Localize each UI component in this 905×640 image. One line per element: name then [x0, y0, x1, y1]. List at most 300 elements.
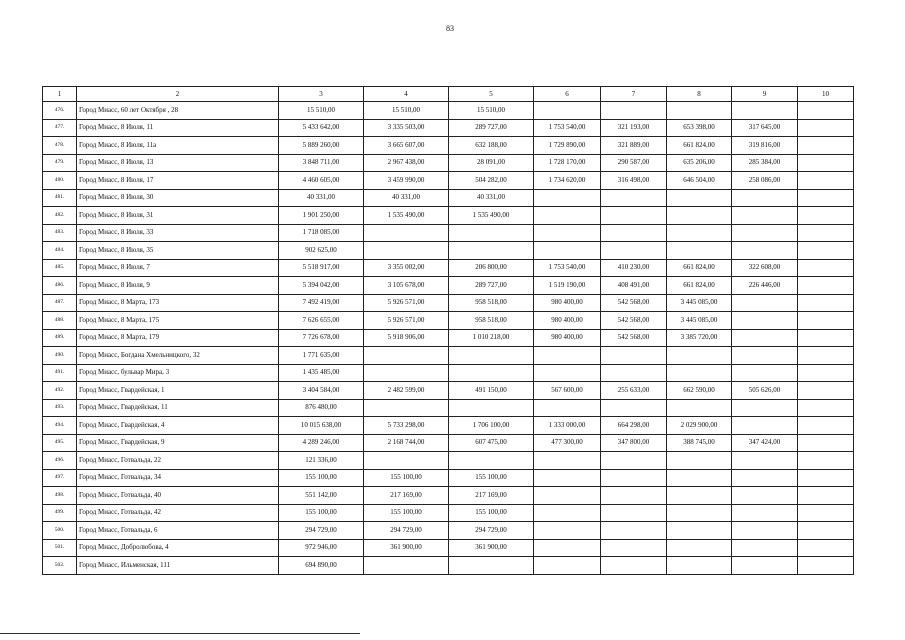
value-cell: 635 206,00 — [667, 154, 732, 172]
value-cell — [732, 364, 798, 382]
value-cell: 3 848 711,00 — [279, 154, 364, 172]
table-row — [43, 469, 854, 487]
value-cell — [601, 102, 667, 120]
value-cell: 5 394 042,00 — [279, 277, 364, 295]
value-cell: 255 633,00 — [601, 382, 667, 400]
column-header: 4 — [364, 87, 449, 102]
value-cell: 155 100,00 — [449, 469, 534, 487]
value-cell — [534, 469, 601, 487]
value-cell: 7 492 419,00 — [279, 294, 364, 312]
value-cell — [732, 539, 798, 557]
value-cell: 7 626 655,00 — [279, 312, 364, 330]
value-cell: 3 335 503,00 — [364, 119, 449, 137]
value-cell: 40 331,00 — [279, 189, 364, 207]
value-cell — [798, 224, 854, 242]
table-row — [43, 172, 854, 190]
value-cell — [601, 487, 667, 505]
value-cell: 1 753 540,00 — [534, 259, 601, 277]
address-cell: Город Миасс, бульвар Мира, 3 — [77, 364, 279, 382]
row-number-cell: 479. — [43, 154, 77, 172]
table-row — [43, 417, 854, 435]
value-cell: 347 800,00 — [601, 434, 667, 452]
value-cell — [798, 539, 854, 557]
value-cell — [667, 557, 732, 575]
value-cell — [601, 504, 667, 522]
row-number-cell: 482. — [43, 207, 77, 225]
value-cell — [798, 399, 854, 417]
value-cell — [364, 364, 449, 382]
column-header: 2 — [77, 87, 279, 102]
value-cell: 316 498,00 — [601, 172, 667, 190]
value-cell: 226 446,00 — [732, 277, 798, 295]
value-cell: 5 889 260,00 — [279, 137, 364, 155]
value-cell: 217 169,00 — [449, 487, 534, 505]
address-cell: Город Миасс, 8 Июля, 13 — [77, 154, 279, 172]
value-cell: 2 482 599,00 — [364, 382, 449, 400]
value-cell — [798, 189, 854, 207]
value-cell — [534, 347, 601, 365]
column-header: 7 — [601, 87, 667, 102]
address-cell: Город Миасс, 8 Июля, 11а — [77, 137, 279, 155]
value-cell: 1 734 620,00 — [534, 172, 601, 190]
value-cell — [798, 382, 854, 400]
address-cell: Город Миасс, 8 Июля, 33 — [77, 224, 279, 242]
row-number-cell: 490. — [43, 347, 77, 365]
table-row — [43, 487, 854, 505]
row-number-cell: 494. — [43, 417, 77, 435]
value-cell: 1 771 635,00 — [279, 347, 364, 365]
value-cell: 607 475,00 — [449, 434, 534, 452]
row-number-cell: 500. — [43, 522, 77, 540]
value-cell — [667, 469, 732, 487]
value-cell: 15 510,00 — [364, 102, 449, 120]
value-cell: 3 665 607,00 — [364, 137, 449, 155]
value-cell: 664 298,00 — [601, 417, 667, 435]
value-cell: 28 091,00 — [449, 154, 534, 172]
row-number-cell: 492. — [43, 382, 77, 400]
table-row — [43, 277, 854, 295]
value-cell — [732, 294, 798, 312]
address-cell: Город Миасс, Готвальда, 40 — [77, 487, 279, 505]
value-cell — [798, 294, 854, 312]
value-cell: 980 400,00 — [534, 294, 601, 312]
value-cell: 4 460 605,00 — [279, 172, 364, 190]
value-cell: 980 400,00 — [534, 329, 601, 347]
address-cell: Город Миасс, Готвальда, 34 — [77, 469, 279, 487]
row-number-cell: 495. — [43, 434, 77, 452]
value-cell: 5 926 571,00 — [364, 294, 449, 312]
value-cell: 876 480,00 — [279, 399, 364, 417]
address-cell: Город Миасс, Богдана Хмельницкого, 32 — [77, 347, 279, 365]
address-cell: Город Миасс, 8 Июля, 17 — [77, 172, 279, 190]
address-cell: Город Миасс, 60 лет Октября , 28 — [77, 102, 279, 120]
value-cell: 15 510,00 — [279, 102, 364, 120]
value-cell: 289 727,00 — [449, 277, 534, 295]
value-cell — [732, 242, 798, 260]
value-cell — [667, 399, 732, 417]
value-cell: 121 336,00 — [279, 452, 364, 470]
value-cell — [732, 452, 798, 470]
column-header: 8 — [667, 87, 732, 102]
value-cell: 155 100,00 — [279, 504, 364, 522]
value-cell — [449, 224, 534, 242]
address-cell: Город Миасс, Гвардейская, 11 — [77, 399, 279, 417]
table-row — [43, 522, 854, 540]
page-number: 83 — [446, 24, 454, 33]
value-cell: 491 150,00 — [449, 382, 534, 400]
row-number-cell: 489. — [43, 329, 77, 347]
table-row — [43, 504, 854, 522]
value-cell: 632 188,00 — [449, 137, 534, 155]
value-cell: 1 706 100,00 — [449, 417, 534, 435]
value-cell — [667, 522, 732, 540]
value-cell: 3 404 584,00 — [279, 382, 364, 400]
value-cell: 653 398,00 — [667, 119, 732, 137]
value-cell — [732, 207, 798, 225]
row-number-cell: 487. — [43, 294, 77, 312]
value-cell: 662 590,00 — [667, 382, 732, 400]
row-number-cell: 484. — [43, 242, 77, 260]
value-cell: 1 901 250,00 — [279, 207, 364, 225]
table-row — [43, 329, 854, 347]
value-cell: 294 729,00 — [279, 522, 364, 540]
table-row — [43, 452, 854, 470]
value-cell: 3 385 720,00 — [667, 329, 732, 347]
column-header: 9 — [732, 87, 798, 102]
value-cell — [798, 504, 854, 522]
column-header: 3 — [279, 87, 364, 102]
row-number-cell: 496. — [43, 452, 77, 470]
value-cell: 2 029 900,00 — [667, 417, 732, 435]
address-cell: Город Миасс, 8 Июля, 9 — [77, 277, 279, 295]
value-cell — [667, 452, 732, 470]
value-cell — [364, 224, 449, 242]
row-number-cell: 488. — [43, 312, 77, 330]
value-cell — [798, 242, 854, 260]
value-cell — [798, 557, 854, 575]
value-cell: 206 800,00 — [449, 259, 534, 277]
value-cell: 1 333 000,00 — [534, 417, 601, 435]
value-cell: 289 727,00 — [449, 119, 534, 137]
value-cell — [449, 347, 534, 365]
row-number-cell: 480. — [43, 172, 77, 190]
value-cell — [449, 399, 534, 417]
table-row — [43, 224, 854, 242]
value-cell — [364, 452, 449, 470]
footer-rule — [0, 633, 360, 634]
value-cell — [798, 312, 854, 330]
value-cell: 7 726 678,00 — [279, 329, 364, 347]
column-header: 6 — [534, 87, 601, 102]
address-cell: Город Миасс, Готвальда, 6 — [77, 522, 279, 540]
value-cell: 902 625,00 — [279, 242, 364, 260]
row-number-cell: 483. — [43, 224, 77, 242]
value-cell: 2 168 744,00 — [364, 434, 449, 452]
value-cell: 322 608,00 — [732, 259, 798, 277]
value-cell: 155 100,00 — [364, 504, 449, 522]
value-cell: 958 518,00 — [449, 294, 534, 312]
value-cell — [449, 452, 534, 470]
value-cell: 980 400,00 — [534, 312, 601, 330]
value-cell: 661 824,00 — [667, 137, 732, 155]
value-cell — [732, 329, 798, 347]
value-cell: 408 491,00 — [601, 277, 667, 295]
value-cell — [534, 364, 601, 382]
value-cell: 290 587,00 — [601, 154, 667, 172]
address-cell: Город Миасс, 8 Июля, 35 — [77, 242, 279, 260]
value-cell — [534, 399, 601, 417]
table-row — [43, 102, 854, 120]
value-cell: 1 519 190,00 — [534, 277, 601, 295]
value-cell — [667, 539, 732, 557]
value-cell: 10 015 638,00 — [279, 417, 364, 435]
value-cell: 1 535 490,00 — [449, 207, 534, 225]
value-cell: 5 918 906,00 — [364, 329, 449, 347]
value-cell — [798, 487, 854, 505]
value-cell: 347 424,00 — [732, 434, 798, 452]
row-number-cell: 498. — [43, 487, 77, 505]
value-cell: 410 230,00 — [601, 259, 667, 277]
data-table — [42, 86, 854, 575]
value-cell: 504 282,00 — [449, 172, 534, 190]
value-cell — [667, 347, 732, 365]
value-cell — [601, 364, 667, 382]
value-cell: 155 100,00 — [279, 469, 364, 487]
value-cell — [798, 154, 854, 172]
value-cell: 661 824,00 — [667, 259, 732, 277]
value-cell: 3 445 085,00 — [667, 294, 732, 312]
value-cell: 646 504,00 — [667, 172, 732, 190]
address-cell: Город Миасс, Гвардейская, 4 — [77, 417, 279, 435]
value-cell — [667, 102, 732, 120]
value-cell: 972 946,00 — [279, 539, 364, 557]
value-cell: 321 889,00 — [601, 137, 667, 155]
value-cell — [601, 452, 667, 470]
value-cell: 3 445 085,00 — [667, 312, 732, 330]
value-cell — [364, 557, 449, 575]
table-row — [43, 137, 854, 155]
value-cell — [534, 452, 601, 470]
value-cell — [798, 172, 854, 190]
table-header-row — [43, 87, 854, 102]
table-row — [43, 539, 854, 557]
value-cell — [732, 189, 798, 207]
value-cell — [798, 119, 854, 137]
value-cell: 4 289 246,00 — [279, 434, 364, 452]
value-cell — [732, 522, 798, 540]
value-cell: 155 100,00 — [364, 469, 449, 487]
value-cell: 294 729,00 — [449, 522, 534, 540]
value-cell: 567 600,00 — [534, 382, 601, 400]
value-cell — [798, 102, 854, 120]
value-cell — [667, 207, 732, 225]
value-cell: 361 900,00 — [364, 539, 449, 557]
row-number-cell: 477. — [43, 119, 77, 137]
column-header: 10 — [798, 87, 854, 102]
value-cell — [601, 347, 667, 365]
value-cell — [449, 242, 534, 260]
value-cell: 1 753 540,00 — [534, 119, 601, 137]
value-cell — [667, 364, 732, 382]
value-cell — [449, 557, 534, 575]
value-cell: 217 169,00 — [364, 487, 449, 505]
value-cell: 505 626,00 — [732, 382, 798, 400]
row-number-cell: 485. — [43, 259, 77, 277]
table-row — [43, 312, 854, 330]
value-cell — [732, 224, 798, 242]
value-cell — [534, 487, 601, 505]
value-cell — [364, 242, 449, 260]
value-cell: 551 142,00 — [279, 487, 364, 505]
value-cell — [667, 242, 732, 260]
row-number-cell: 476. — [43, 102, 77, 120]
table-row — [43, 347, 854, 365]
table-row — [43, 382, 854, 400]
value-cell — [798, 522, 854, 540]
table-row — [43, 207, 854, 225]
table-row — [43, 294, 854, 312]
value-cell — [798, 137, 854, 155]
value-cell — [732, 347, 798, 365]
table-row — [43, 557, 854, 575]
value-cell — [798, 329, 854, 347]
value-cell: 5 926 571,00 — [364, 312, 449, 330]
value-cell — [534, 504, 601, 522]
value-cell — [798, 277, 854, 295]
value-cell — [534, 242, 601, 260]
table-row — [43, 154, 854, 172]
value-cell — [601, 539, 667, 557]
value-cell — [601, 189, 667, 207]
table-row — [43, 242, 854, 260]
value-cell — [798, 417, 854, 435]
value-cell — [449, 364, 534, 382]
value-cell — [534, 557, 601, 575]
value-cell — [732, 102, 798, 120]
value-cell: 40 331,00 — [364, 189, 449, 207]
value-cell: 3 105 678,00 — [364, 277, 449, 295]
value-cell: 5 733 298,00 — [364, 417, 449, 435]
value-cell: 317 645,00 — [732, 119, 798, 137]
value-cell — [667, 189, 732, 207]
value-cell — [798, 207, 854, 225]
value-cell — [798, 452, 854, 470]
row-number-cell: 501. — [43, 539, 77, 557]
address-cell: Город Миасс, 8 Июля, 11 — [77, 119, 279, 137]
row-number-cell: 499. — [43, 504, 77, 522]
address-cell: Город Миасс, Гвардейская, 9 — [77, 434, 279, 452]
value-cell: 1 435 485,00 — [279, 364, 364, 382]
row-number-cell: 481. — [43, 189, 77, 207]
value-cell: 3 355 002,00 — [364, 259, 449, 277]
value-cell: 477 300,00 — [534, 434, 601, 452]
value-cell: 661 824,00 — [667, 277, 732, 295]
value-cell — [732, 557, 798, 575]
value-cell — [534, 539, 601, 557]
table-row — [43, 364, 854, 382]
row-number-cell: 486. — [43, 277, 77, 295]
value-cell — [667, 487, 732, 505]
value-cell — [534, 522, 601, 540]
value-cell: 5 518 917,00 — [279, 259, 364, 277]
value-cell: 958 518,00 — [449, 312, 534, 330]
row-number-cell: 502. — [43, 557, 77, 575]
value-cell — [601, 242, 667, 260]
value-cell — [601, 522, 667, 540]
value-cell — [364, 347, 449, 365]
table-row — [43, 119, 854, 137]
value-cell — [601, 469, 667, 487]
value-cell — [667, 224, 732, 242]
value-cell: 5 433 642,00 — [279, 119, 364, 137]
value-cell: 15 510,00 — [449, 102, 534, 120]
column-header: 5 — [449, 87, 534, 102]
value-cell: 294 729,00 — [364, 522, 449, 540]
address-cell: Город Миасс, 8 Июля, 7 — [77, 259, 279, 277]
value-cell — [364, 399, 449, 417]
address-cell: Город Миасс, Готвальда, 22 — [77, 452, 279, 470]
table-row — [43, 189, 854, 207]
value-cell: 321 193,00 — [601, 119, 667, 137]
value-cell: 361 900,00 — [449, 539, 534, 557]
address-cell: Город Миасс, 8 Июля, 31 — [77, 207, 279, 225]
value-cell — [798, 259, 854, 277]
value-cell: 155 100,00 — [449, 504, 534, 522]
value-cell: 542 568,00 — [601, 312, 667, 330]
table-row — [43, 399, 854, 417]
value-cell: 1 535 490,00 — [364, 207, 449, 225]
value-cell — [534, 189, 601, 207]
value-cell: 319 816,00 — [732, 137, 798, 155]
value-cell — [601, 557, 667, 575]
value-cell — [534, 102, 601, 120]
value-cell — [732, 312, 798, 330]
value-cell — [732, 504, 798, 522]
value-cell: 1 718 085,00 — [279, 224, 364, 242]
value-cell: 285 384,00 — [732, 154, 798, 172]
value-cell: 3 459 990,00 — [364, 172, 449, 190]
value-cell — [732, 399, 798, 417]
value-cell — [798, 364, 854, 382]
row-number-cell: 497. — [43, 469, 77, 487]
address-cell: Город Миасс, Добролюбова, 4 — [77, 539, 279, 557]
row-number-cell: 491. — [43, 364, 77, 382]
address-cell: Город Миасс, 8 Марта, 175 — [77, 312, 279, 330]
value-cell — [667, 504, 732, 522]
value-cell — [732, 417, 798, 435]
value-cell — [798, 469, 854, 487]
value-cell: 1 728 170,00 — [534, 154, 601, 172]
value-cell: 2 967 438,00 — [364, 154, 449, 172]
value-cell — [534, 207, 601, 225]
address-cell: Город Миасс, 8 Марта, 179 — [77, 329, 279, 347]
address-cell: Город Миасс, Ильменская, 111 — [77, 557, 279, 575]
value-cell: 542 568,00 — [601, 329, 667, 347]
value-cell: 258 086,00 — [732, 172, 798, 190]
value-cell — [732, 487, 798, 505]
value-cell: 388 745,00 — [667, 434, 732, 452]
row-number-cell: 478. — [43, 137, 77, 155]
address-cell: Город Миасс, Готвальда, 42 — [77, 504, 279, 522]
value-cell — [798, 347, 854, 365]
value-cell — [732, 469, 798, 487]
value-cell — [601, 399, 667, 417]
value-cell: 40 331,00 — [449, 189, 534, 207]
value-cell — [601, 224, 667, 242]
value-cell — [601, 207, 667, 225]
value-cell: 542 568,00 — [601, 294, 667, 312]
value-cell: 1 010 218,00 — [449, 329, 534, 347]
